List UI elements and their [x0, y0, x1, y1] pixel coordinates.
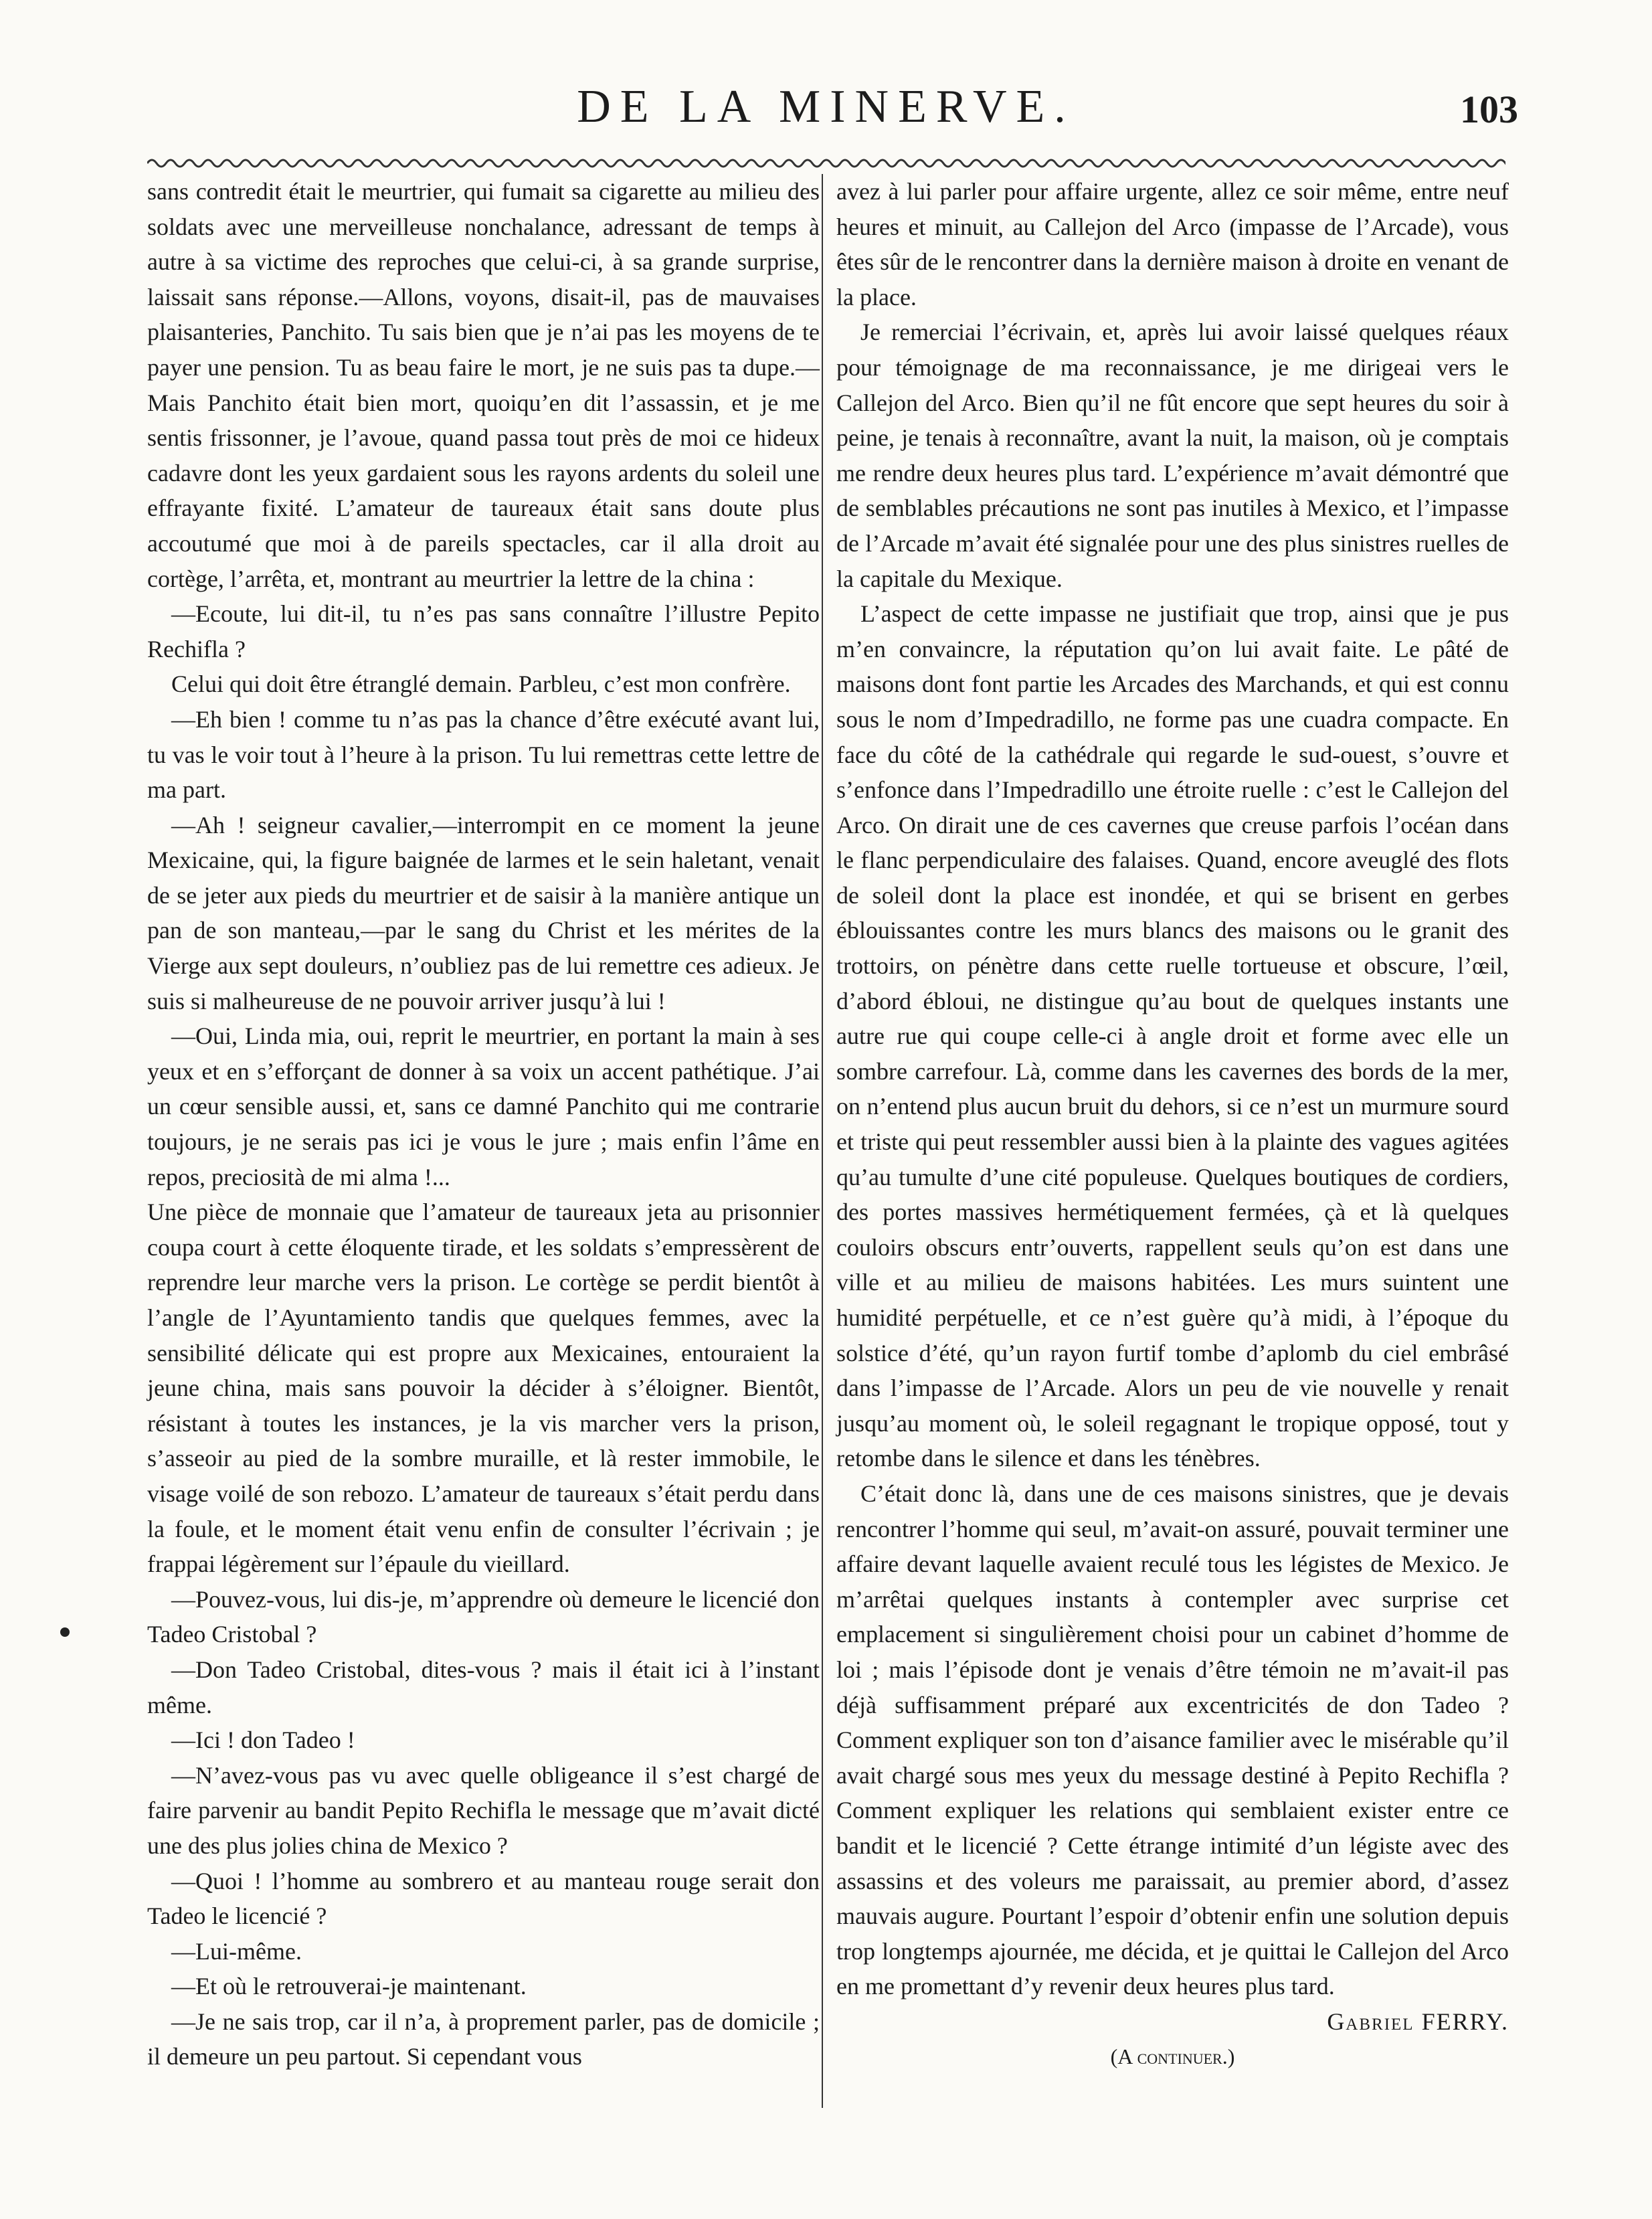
paragraph: —Ici ! don Tadeo ! [171, 1726, 355, 1754]
paragraph: Celui qui doit être étranglé demain. Parbleu, c’est mon confrère. [171, 671, 791, 698]
running-title: DE LA MINERVE. [577, 81, 1075, 132]
page-number: 103 [1460, 88, 1518, 131]
margin-mark [60, 1627, 70, 1637]
left-column [147, 174, 820, 2074]
paragraph: Je remerciai l’écrivain, et, après lui avoir laissé quelques réaux pour témoignage de ma reconnaissance, je me dirigeai vers le Callejon del Arco. Bien qu’il ne fût encore que sept heures du soir à peine, je tenais à reconnaître, avant la nuit, la maison, où je comptais me rendre deux heures plus tard. L’expérience m’avait démontré que de semblables précautions ne sont pas inutiles à Mexico, et l’impasse de l’Arcade m’avait été signalée pour une des plus sinistres ruelles de la capitale du Mexique. [836, 319, 1509, 592]
paragraph: —Lui-même. [171, 1937, 302, 1965]
paragraph: —Quoi ! l’homme au sombrero et au manteau rouge serait don Tadeo le licencié ? [147, 1867, 820, 1930]
paragraph: sans contredit était le meurtrier, qui fumait sa cigarette au milieu des soldats avec une merveilleuse nonchalance, adressant de temps à autre à sa victime des reproches que celui-ci, à sa grande surprise, laissait sans réponse.—Allons, voyons, disait-il, pas de mauvaises plaisanteries, Panchito. Tu sais bien que je n’ai pas les moyens de te payer une pension. Tu as beau faire le mort, je ne suis pas ta dupe.—Mais Panchito était bien mort, quoiqu’en dit l’assassin, et je me sentis frissonner, je l’avoue, quand passa tout près de moi ce hideux cadavre dont les yeux gardaient sous les rayons ardents du soleil une effrayante fixité. L’amateur de taureaux était sans doute plus accoutumé que moi à de pareils spectacles, car il alla droit au cortège, l’arrêta, et, montrant au meurtrier la lettre de la china : [147, 178, 820, 592]
to-be-continued: (A continuer.) [1110, 2044, 1235, 2069]
paragraph: avez à lui parler pour affaire urgente, allez ce soir même, entre neuf heures et minuit, au Callejon del Arco (impasse de l’Arcade), vous êtes sûr de le rencontrer dans la dernière maison à droite en venant de la place. [836, 178, 1509, 310]
paragraph: —Pouvez-vous, lui dis-je, m’apprendre où demeure le licencié don Tadeo Cristobal ? [147, 1585, 820, 1648]
paragraph: —Oui, Linda mia, oui, reprit le meurtrier, en portant la main à ses yeux et en s’efforçant de donner à sa voix un accent pathétique. J’ai un cœur sensible aussi, et, sans ce damné Panchito qui me contrarie toujours, je ne serais pas ici je vous le jure ; mais enfin l’âme en repos, preciosità de mi alma !... [147, 1023, 820, 1190]
paragraph: L’aspect de cette impasse ne justifiait que trop, ainsi que je pus m’en convaincre, la réputation qu’on lui avait faite. Le pâté de maisons dont font partie les Arcades des Marchands, et qui est connu sous le nom d’Impedradillo, ne forme pas une cuadra compacte. En face du côté de la cathédrale qui regarde le sud-ouest, s’ouvre et s’enfonce dans l’Impedradillo une étroite ruelle : c’est le Callejon del Arco. On dirait une de ces cavernes que creuse parfois l’océan dans le flanc perpendiculaire des falaises. Quand, encore aveuglé des flots de soleil dont la place est inondée, et qui se brisent en gerbes éblouissantes contre les murs blancs des maisons ou le granit des trottoirs, on pénètre dans cette ruelle tortueuse et obscure, l’œil, d’abord ébloui, ne distingue qu’au bout de quelques instants une autre rue qui coupe celle-ci à angle droit et forme avec elle un sombre carrefour. Là, comme dans les cavernes des bords de la mer, on n’entend plus aucun bruit du dehors, si ce n’est un murmure sourd et triste qui peut ressembler aussi bien à la plainte des vagues agitées qu’au tumulte d’une cité populeuse. Quelques boutiques de cordiers, des portes massives hermétiquement fermées, çà et là quelques couloirs obscurs entr’ouverts, rappellent seuls qu’on est dans une ville et au milieu de maisons habitées. Les murs suintent une humidité perpétuelle, et ce n’est guère qu’à midi, à l’époque du solstice d’été, qu’un rayon furtif tombe d’aplomb du ciel embrâsé dans l’impasse de l’Arcade. Alors un peu de vie nouvelle y renait jusqu’au moment où, le soleil regagnant le tropique opposé, tout y retombe dans le silence et dans les ténèbres. [836, 600, 1509, 1472]
signature-line [836, 2004, 1509, 2040]
paragraph: —Et où le retrouverai-je maintenant. [171, 1973, 527, 2000]
paragraph: —Ecoute, lui dit-il, tu n’es pas sans connaître l’illustre Pepito Rechifla ? [147, 600, 820, 662]
paragraph: —Je ne sais trop, car il n’a, à proprement parler, pas de domicile ; il demeure un peu partout. Si cependant vous [147, 2008, 820, 2070]
paragraph: —Eh bien ! comme tu n’as pas la chance d’être exécuté avant lui, tu vas le voir tout à l’heure à la prison. Tu lui remettras cette lettre de ma part. [147, 705, 820, 804]
column-divider [822, 174, 823, 2108]
paragraph: —Ah ! seigneur cavalier,—interrompit en ce moment la jeune Mexicaine, qui, la figure baignée de larmes et le sein haletant, venait de se jeter aux pieds du meurtrier et de saisir à la manière antique un pan de son manteau,—par le sang du Christ et les mérites de la Vierge aux sept douleurs, n’oubliez pas de lui remettre ces adieux. Je suis si malheureuse de ne pouvoir arriver jusqu’à lui ! [147, 811, 820, 1014]
paragraph: —Don Tadeo Cristobal, dites-vous ? mais il était ici à l’instant même. [147, 1656, 820, 1718]
paragraph: —N’avez-vous pas vu avec quelle obligeance il s’est chargé de faire parvenir au bandit Pepito Rechifla le message que m’avait dicté une des plus jolies china de Mexico ? [147, 1761, 820, 1859]
page-header [0, 80, 1652, 154]
paragraph: Une pièce de monnaie que l’amateur de taureaux jeta au prisonnier coupa court à cette éloquente tirade, et les soldats s’empressèrent de reprendre leur marche vers la prison. Le cortège se perdit bientôt à l’angle de l’Ayuntamiento tandis que quelques femmes, avec la sensibilité délicate qui est propre aux Mexicaines, entouraient la jeune china, mais sans pouvoir la décider à s’éloigner. Bientôt, résistant à toutes les instances, je la vis marcher vers la prison, s’asseoir au pied de la sombre muraille, et là rester immobile, le visage voilé de son rebozo. L’amateur de taureaux s’était perdu dans la foule, et le moment était venu enfin de consulter l’écrivain ; je frappai légèrement sur l’épaule du vieillard. [147, 1199, 820, 1578]
author-signature: Gabriel FERRY. [1327, 2008, 1509, 2035]
paragraph: C’était donc là, dans une de ces maisons sinistres, que je devais rencontrer l’homme qui seul, m’avait-on assuré, pouvait terminer une affaire devant laquelle avaient reculé tous les légistes de Mexico. Je m’arrêtai quelques instants à contempler avec surprise cet emplacement si singulièrement choisi pour un cabinet d’homme de loi ; mais l’épisode dont je venais d’être témoin ne m’avait-il pas déjà suffisamment préparé aux excentricités de don Tadeo ? Comment expliquer son ton d’aisance familier avec le misérable qu’il avait chargé sous mes yeux du message destiné à Pepito Rechifla ? Comment expliquer les relations qui semblaient exister entre ce bandit et le licencié ? Cette étrange intimité d’un légiste avec des assassins et des voleurs me paraissait, au premier abord, d’assez mauvais augure. Pourtant l’espoir d’obtenir enfin une solution depuis trop longtemps ajournée, me décida, et je quittai le Callejon del Arco en me promettant d’y revenir deux heures plus tard. [836, 1480, 1509, 2000]
right-column [836, 174, 1509, 2074]
wavy-rule [147, 155, 1505, 171]
